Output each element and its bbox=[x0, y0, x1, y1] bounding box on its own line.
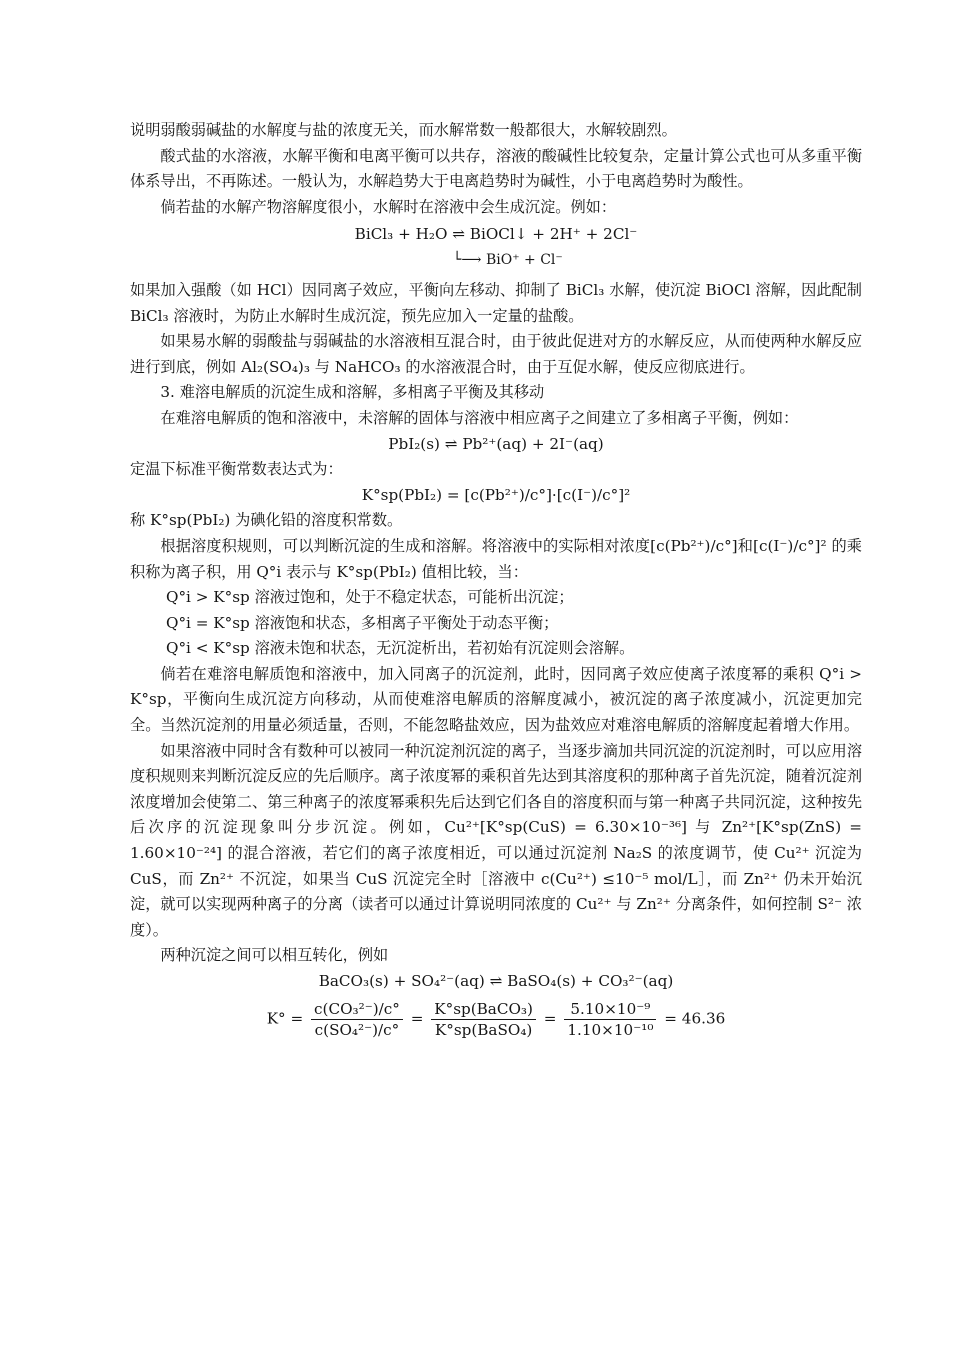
fraction-values-numerator: 5.10×10⁻⁹ bbox=[564, 999, 656, 1020]
equation-k-result: = 46.36 bbox=[664, 1009, 726, 1028]
paragraph-4: 如果加入强酸（如 HCl）因同离子效应，平衡向左移动、抑制了 BiCl₃ 水解，使沉淀 BiOCl 溶解，因此配制 BiCl₃ 溶液时，为防止水解时生成沉淀，预先应加入一定量的盐酸。 bbox=[130, 280, 862, 325]
section-heading-3: 3. 难溶电解质的沉淀生成和溶解，多相离子平衡及其移动 bbox=[160, 383, 545, 402]
fraction-ksp-denominator: K°sp(BaSO₄) bbox=[434, 1020, 533, 1039]
fraction-concentration-denominator: c(SO₄²⁻)/c° bbox=[314, 1020, 400, 1039]
fraction-ksp-numerator: K°sp(BaCO₃) bbox=[431, 999, 536, 1020]
paragraph-2: 酸式盐的水溶液，水解平衡和电离平衡可以共存，溶液的酸碱性比较复杂，定量计算公式也可从多重平衡体系导出，不再陈述。一般认为，水解趋势大于电离趋势时为碱性，小于电离趋势时为酸性。 bbox=[130, 146, 862, 191]
paragraph-1: 说明弱酸弱碱盐的水解度与盐的浓度无关，而水解常数一般都很大，水解较剧烈。 bbox=[130, 121, 677, 139]
fraction-concentration bbox=[311, 999, 403, 1040]
equation-k-lhs: K° = bbox=[266, 1009, 304, 1028]
condition-saturated: Q°i = K°sp 溶液饱和状态，多相离子平衡处于动态平衡； bbox=[166, 613, 559, 632]
paragraph-8: 称 K°sp(PbI₂) 为碘化铅的溶度积常数。 bbox=[130, 511, 403, 530]
paragraph-11: 如果溶液中同时含有数种可以被同一种沉淀剂沉淀的离子，当逐步滴加共同沉淀的沉淀剂时，可以应用溶度积规则来判断沉淀反应的先后顺序。离子浓度幂的乘积首先达到其溶度积的那种离子首先沉淀，随着沉淀剂浓度增加会使第二、第三种离子的浓度幂乘积先后达到它们各自的溶度积而与第一种离子共同沉淀，这种按先后次序的沉淀现象叫分步沉淀。例如，Cu²⁺[K°sp(CuS) = 6.30×10⁻³⁶] 与 Zn²⁺[K°sp(ZnS) = 1.60×10⁻²⁴] 的混合溶液，若它们的离子浓度相近，可以通过沉淀剂 Na₂S 的浓度调节，使 Cu²⁺ 沉淀为 CuS，而 Zn²⁺ 不沉淀，如果当 CuS 沉淀完全时［溶液中 c(Cu²⁺) ≤10⁻⁵ mol/L］，而 Zn²⁺ 仍未开始沉淀，就可以实现两种离子的分离（读者可以通过计算说明同浓度的 Cu²⁺ 与 Zn²⁺ 分离条件，如何控制 S²⁻ 浓度）。 bbox=[130, 741, 862, 939]
condition-unsaturated: Q°i < K°sp 溶液未饱和状态，无沉淀析出，若初始有沉淀则会溶解。 bbox=[166, 639, 635, 658]
equation-k-calculation bbox=[130, 999, 862, 1040]
equals-sign-1: = bbox=[410, 1009, 424, 1028]
paragraph-12: 两种沉淀之间可以相互转化，例如 bbox=[160, 946, 389, 965]
fraction-concentration-numerator: c(CO₃²⁻)/c° bbox=[311, 999, 403, 1020]
fraction-values-denominator: 1.10×10⁻¹⁰ bbox=[567, 1020, 654, 1039]
equation-ksp-expression: K°sp(PbI₂) = [c(Pb²⁺)/c°]·[c(I⁻)/c°]² bbox=[361, 485, 631, 504]
document-page bbox=[130, 118, 862, 1040]
equation-precipitate-conversion: BaCO₃(s) + SO₄²⁻(aq) ⇌ BaSO₄(s) + CO₃²⁻(aq) bbox=[318, 972, 674, 990]
paragraph-5: 如果易水解的弱酸盐与弱碱盐的水溶液相互混合时，由于彼此促进对方的水解反应，从而使两种水解反应进行到底，例如 Al₂(SO₄)₃ 与 NaHCO₃ 的水溶液混合时，由于互促水解，使反应彻底进行。 bbox=[130, 332, 862, 376]
equation-branch bbox=[130, 248, 862, 274]
equals-sign-2: = bbox=[543, 1009, 557, 1028]
fraction-values bbox=[564, 999, 656, 1040]
paragraph-7: 定温下标准平衡常数表达式为： bbox=[130, 460, 343, 479]
equation-pbi2-equilibrium: PbI₂(s) ⇌ Pb²⁺(aq) + 2I⁻(aq) bbox=[388, 434, 604, 453]
paragraph-10: 倘若在难溶电解质饱和溶液中，加入同离子的沉淀剂，此时，因同离子效应使离子浓度幂的乘积 Q°i > K°sp，平衡向生成沉淀方向移动，从而使难溶电解质的溶解度减小，被沉淀的离子浓度减小，沉淀更加完全。当然沉淀剂的用量必须适量，否则，不能忽略盐效应，因为盐效应对难溶电解质的溶解度起着增大作用。 bbox=[130, 664, 862, 735]
paragraph-9: 根据溶度积规则，可以判断沉淀的生成和溶解。将溶液中的实际相对浓度[c(Pb²⁺)/c°]和[c(I⁻)/c°]² 的乘积称为离子积，用 Q°i 表示与 K°sp(PbI₂) 值相比较，当： bbox=[130, 536, 862, 581]
paragraph-6: 在难溶电解质的饱和溶液中，未溶解的固体与溶液中相应离子之间建立了多相离子平衡，例如： bbox=[160, 408, 799, 427]
fraction-ksp bbox=[431, 999, 536, 1040]
paragraph-3: 倘若盐的水解产物溶解度很小，水解时在溶液中会生成沉淀。例如： bbox=[160, 197, 617, 216]
equation-branch-text: └⟶ BiO⁺ + Cl⁻ bbox=[453, 251, 563, 268]
equation-bicl3-hydrolysis: BiCl₃ + H₂O ⇌ BiOCl↓ + 2H⁺ + 2Cl⁻ bbox=[354, 225, 638, 244]
condition-supersaturated: Q°i > K°sp 溶液过饱和，处于不稳定状态，可能析出沉淀； bbox=[166, 588, 574, 607]
